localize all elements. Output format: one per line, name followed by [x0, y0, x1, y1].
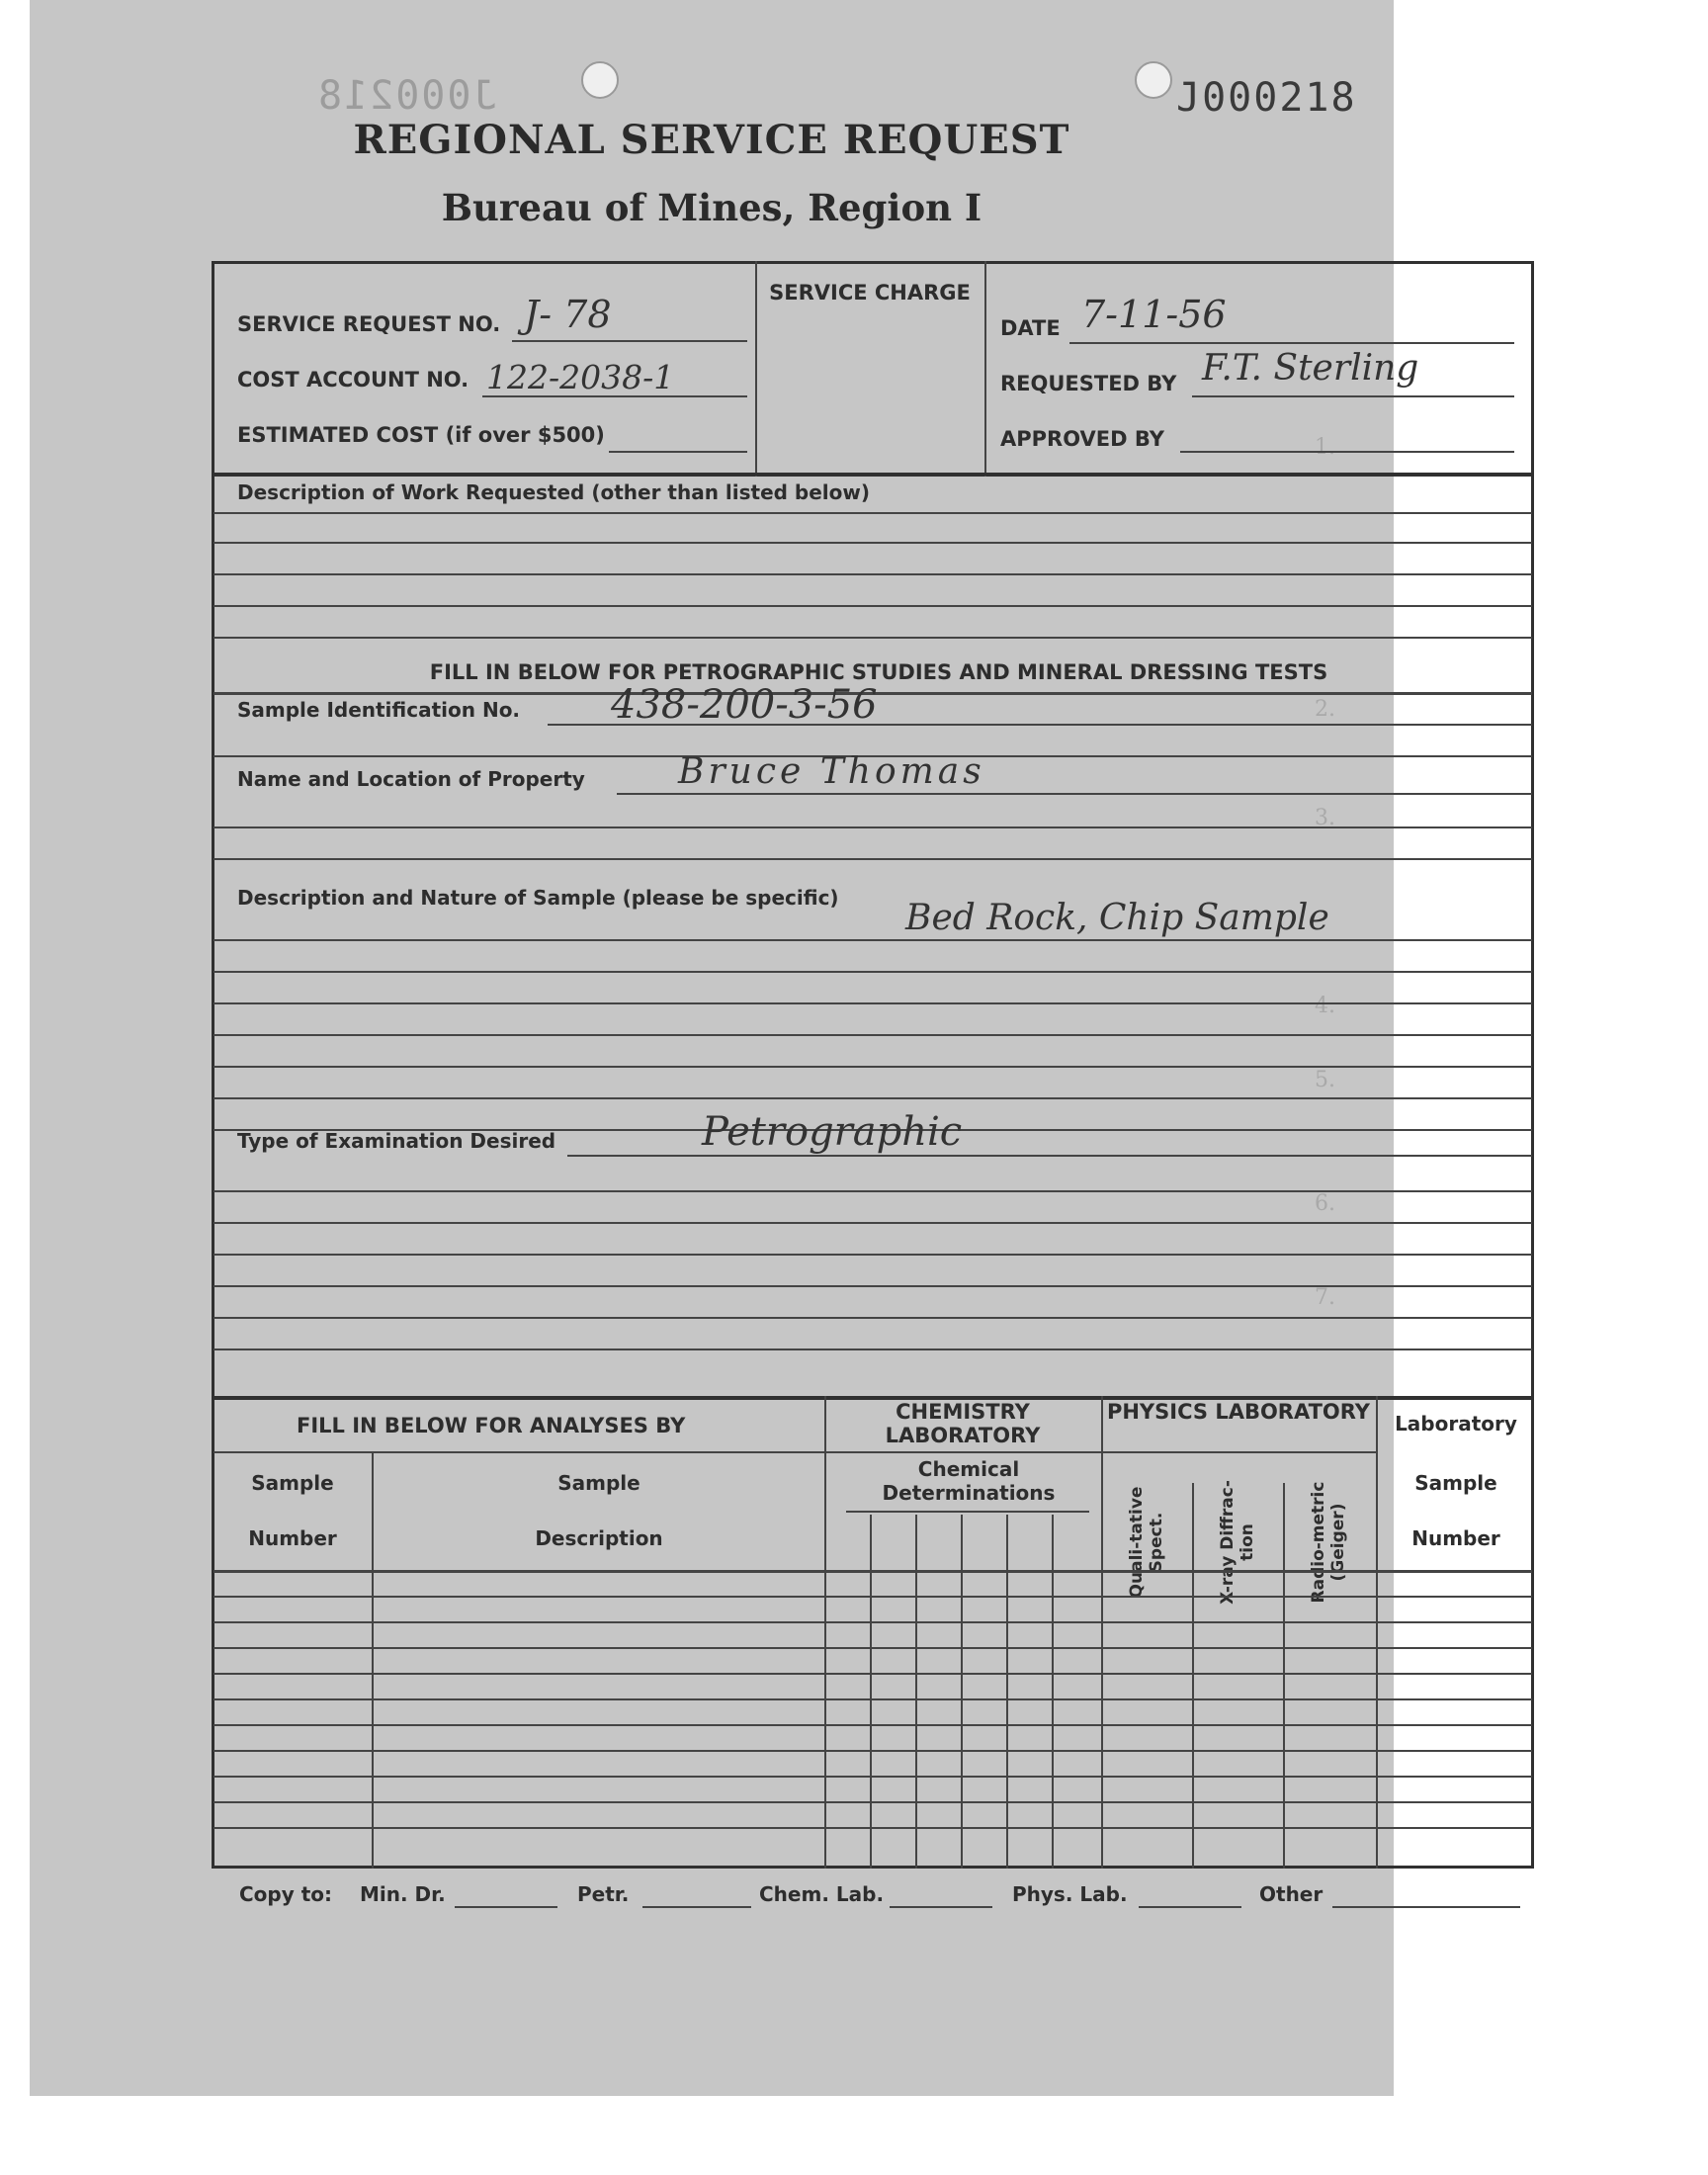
requested-by-label: REQUESTED BY — [1000, 372, 1177, 395]
doc-number: J000218 — [1176, 75, 1357, 121]
analyses-heading: FILL IN BELOW FOR ANALYSES BY — [297, 1414, 686, 1437]
copy-chem-lab-label: Chem. Lab. — [759, 1882, 885, 1906]
estimated-cost-label: ESTIMATED COST (if over $500) — [237, 423, 605, 447]
copy-petr-label: Petr. — [577, 1882, 630, 1906]
form-title: REGIONAL SERVICE REQUEST — [353, 117, 1070, 163]
exam-type-label: Type of Examination Desired — [237, 1129, 556, 1153]
xray-label: X-ray Diffrac-tion — [1218, 1480, 1257, 1605]
copy-to-label: Copy to: — [239, 1882, 333, 1906]
work-description-label: Description of Work Requested (other than listed below) — [237, 480, 871, 504]
phys-lab-label: PHYSICS LABORATORY — [1106, 1400, 1371, 1424]
copy-petr-line[interactable] — [642, 1906, 751, 1908]
radio-label: Radio-metric (Geiger) — [1309, 1481, 1348, 1604]
copy-phys-lab-line[interactable] — [1139, 1906, 1241, 1908]
cost-account-value[interactable]: 122-2038-1 — [486, 358, 675, 396]
sample-id-value[interactable]: 438-200-3-56 — [611, 682, 878, 728]
sample-id-label: Sample Identification No. — [237, 698, 521, 722]
sample-description-label-2: Description — [535, 1526, 663, 1550]
copy-min-dr-label: Min. Dr. — [360, 1882, 446, 1906]
copy-chem-lab-line[interactable] — [890, 1906, 992, 1908]
nature-value[interactable]: Bed Rock, Chip Sample — [905, 898, 1329, 938]
qual-spect-label: Quali-tative Spect. — [1127, 1486, 1166, 1599]
service-request-value[interactable]: J- 78 — [524, 293, 612, 336]
date-value[interactable]: 7-11-56 — [1081, 293, 1227, 336]
chem-lab-label: CHEMISTRY LABORATORY — [885, 1400, 1041, 1447]
approved-by-label: APPROVED BY — [1000, 427, 1164, 451]
exam-type-value[interactable]: Petrographic — [702, 1109, 963, 1155]
chem-det-label: Chemical Determinations — [882, 1457, 1056, 1505]
doc-number-bleed: J000218 — [316, 73, 497, 119]
date-label: DATE — [1000, 316, 1061, 340]
cost-account-label: COST ACCOUNT NO. — [237, 368, 470, 392]
nature-label: Description and Nature of Sample (please be specific) — [237, 886, 839, 910]
lab-number-label: Number — [1411, 1526, 1500, 1550]
sample-number-label-2: Number — [248, 1526, 337, 1550]
property-value[interactable]: Bruce Thomas — [678, 751, 985, 792]
service-request-label: SERVICE REQUEST NO. — [237, 312, 501, 336]
sample-number-label-1: Sample — [251, 1471, 334, 1495]
copy-min-dr-line[interactable] — [455, 1906, 557, 1908]
work-box — [212, 473, 1534, 1400]
copy-other-line[interactable] — [1332, 1906, 1520, 1908]
form-page: J000218 J000218 REGIONAL SERVICE REQUEST Bureau of Mines, Region I 1. 2. 3. 4. 5. 6. 7. SERVICE REQUEST NO. J- 78 COST ACCOUNT NO. 122-2038-1 ESTIMATED COST (if over $500) SERVICE CHARGE DATE 7-11-56 REQUESTED BY F.T. Sterling APPROVED BY Description of Work Requested (other than listed below) FILL IN BELOW FOR PETROGRAPHIC STUDIES AND MINERAL DRESSING TESTS Sample Identification No. 438-200-3-56 Name and Location of Property Bruce Thomas Description and Nature of Sample (please be specific) Bed Rock, Chip Sample Type of Examination Desired Petrographic FILL IN BELOW FOR ANALYSES BY CHEMISTRY LABORATORY PHYSICS LABORATORY Laboratory Sample Number Sample Description Chemical Determinations Quali-tative Spect. X-ray Diffrac-tion Radio-metric (Geiger) Sample Number Copy to: Min. Dr. Petr. Chem. Lab. Phys. Lab. Other — [30, 0, 1394, 2096]
sample-description-label-1: Sample — [557, 1471, 640, 1495]
property-label: Name and Location of Property — [237, 767, 585, 791]
lab-sample-label: Sample — [1414, 1471, 1497, 1495]
punch-hole — [1135, 61, 1172, 99]
service-charge-label: SERVICE CHARGE — [769, 281, 971, 304]
lab-label: Laboratory — [1395, 1412, 1517, 1436]
copy-other-label: Other — [1259, 1882, 1324, 1906]
requested-by-value[interactable]: F.T. Sterling — [1202, 348, 1419, 389]
copy-phys-lab-label: Phys. Lab. — [1012, 1882, 1128, 1906]
petro-heading: FILL IN BELOW FOR PETROGRAPHIC STUDIES AND MINERAL DRESSING TESTS — [429, 660, 1328, 684]
punch-hole — [581, 61, 619, 99]
form-subtitle: Bureau of Mines, Region I — [441, 186, 982, 229]
